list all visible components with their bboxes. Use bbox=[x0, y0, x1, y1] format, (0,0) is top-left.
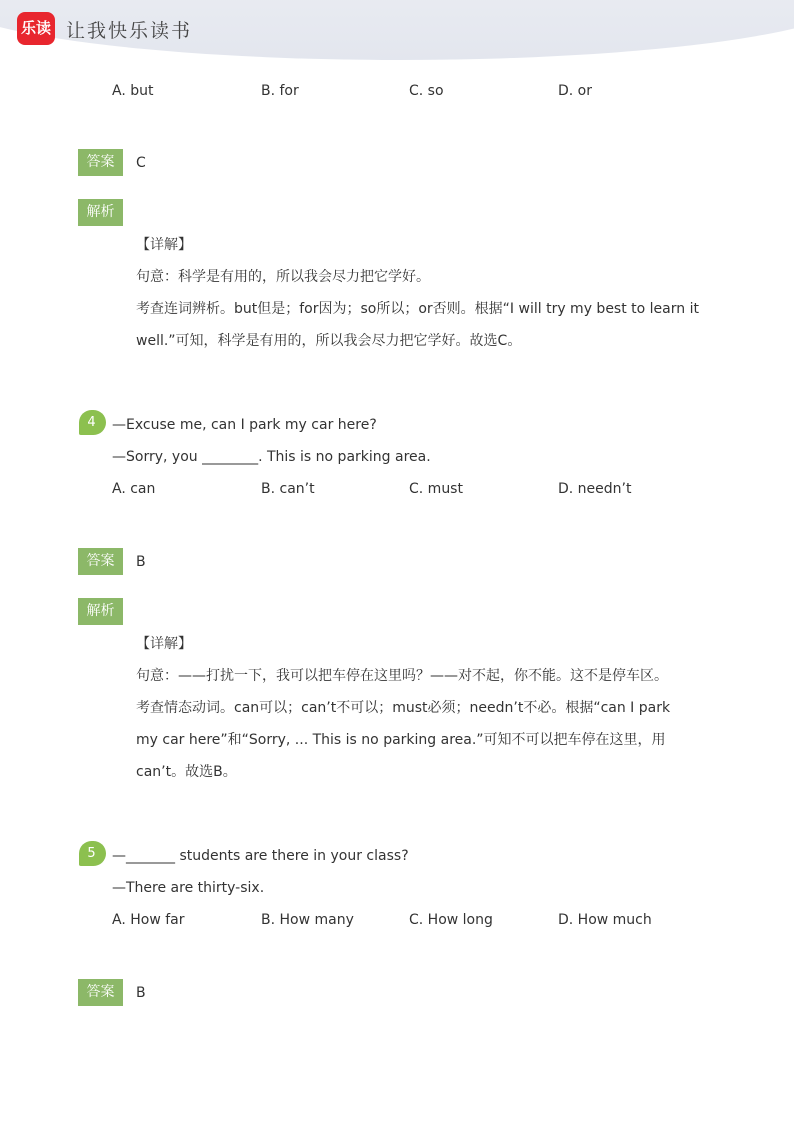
q4-option-d: D. needn’t bbox=[558, 481, 632, 497]
q4-answer-tag: 答案 bbox=[78, 548, 123, 575]
q4-answer: B bbox=[136, 554, 146, 570]
q3-option-b: B. for bbox=[261, 83, 299, 99]
q5-stem-line: —_______ students are there in your class? bbox=[112, 848, 409, 864]
q3-option-d: D. or bbox=[558, 83, 593, 99]
q3-option-a: A. but bbox=[112, 83, 154, 99]
q3-analysis-tag: 解析 bbox=[78, 199, 123, 226]
q5-stem-line: —There are thirty-six. bbox=[112, 880, 265, 896]
q3-analysis-line: 句意：科学是有用的，所以我会尽力把它学好。 bbox=[136, 269, 430, 285]
q4-analysis-line: 考查情态动词。can可以；can’t不可以；must必须；needn’t不必。根据“can I park bbox=[136, 700, 671, 716]
q4-number-badge: 4 bbox=[79, 410, 106, 435]
q3-option-c: C. so bbox=[409, 83, 444, 99]
q3-answer: C bbox=[136, 155, 146, 171]
q5-answer: B bbox=[136, 985, 146, 1001]
q3-answer-tag: 答案 bbox=[78, 149, 123, 176]
q5-answer-tag: 答案 bbox=[78, 979, 123, 1006]
q4-analysis-tag: 解析 bbox=[78, 598, 123, 625]
q4-stem-line: —Sorry, you ________. This is no parking area. bbox=[112, 449, 431, 465]
q3-analysis-line: 考查连词辨析。but但是；for因为；so所以；or否则。根据“I will try my best to learn it bbox=[136, 301, 699, 317]
leidu-logo: 乐读 bbox=[17, 12, 55, 45]
q4-analysis-line: can’t。故选B。 bbox=[136, 764, 237, 780]
header-slogan: 让我快乐读书 bbox=[66, 20, 193, 42]
q5-option-c: C. How long bbox=[409, 912, 493, 928]
q4-option-b: B. can’t bbox=[261, 481, 315, 497]
q4-option-a: A. can bbox=[112, 481, 156, 497]
q4-stem-line: —Excuse me, can I park my car here? bbox=[112, 417, 377, 433]
q4-option-c: C. must bbox=[409, 481, 463, 497]
q5-option-b: B. How many bbox=[261, 912, 354, 928]
q4-analysis-line: my car here”和“Sorry, ... This is no parking area.”可知不可以把车停在这里，用 bbox=[136, 732, 666, 748]
q5-option-a: A. How far bbox=[112, 912, 185, 928]
q5-option-d: D. How much bbox=[558, 912, 652, 928]
q3-analysis-line: 【详解】 bbox=[136, 237, 192, 253]
q5-number-badge: 5 bbox=[79, 841, 106, 866]
q4-analysis-line: 【详解】 bbox=[136, 636, 192, 652]
q4-analysis-line: 句意：——打扰一下，我可以把车停在这里吗？——对不起，你不能。这不是停车区。 bbox=[136, 668, 668, 684]
q3-analysis-line: well.”可知，科学是有用的，所以我会尽力把它学好。故选C。 bbox=[136, 333, 522, 349]
page-header bbox=[0, 0, 794, 70]
